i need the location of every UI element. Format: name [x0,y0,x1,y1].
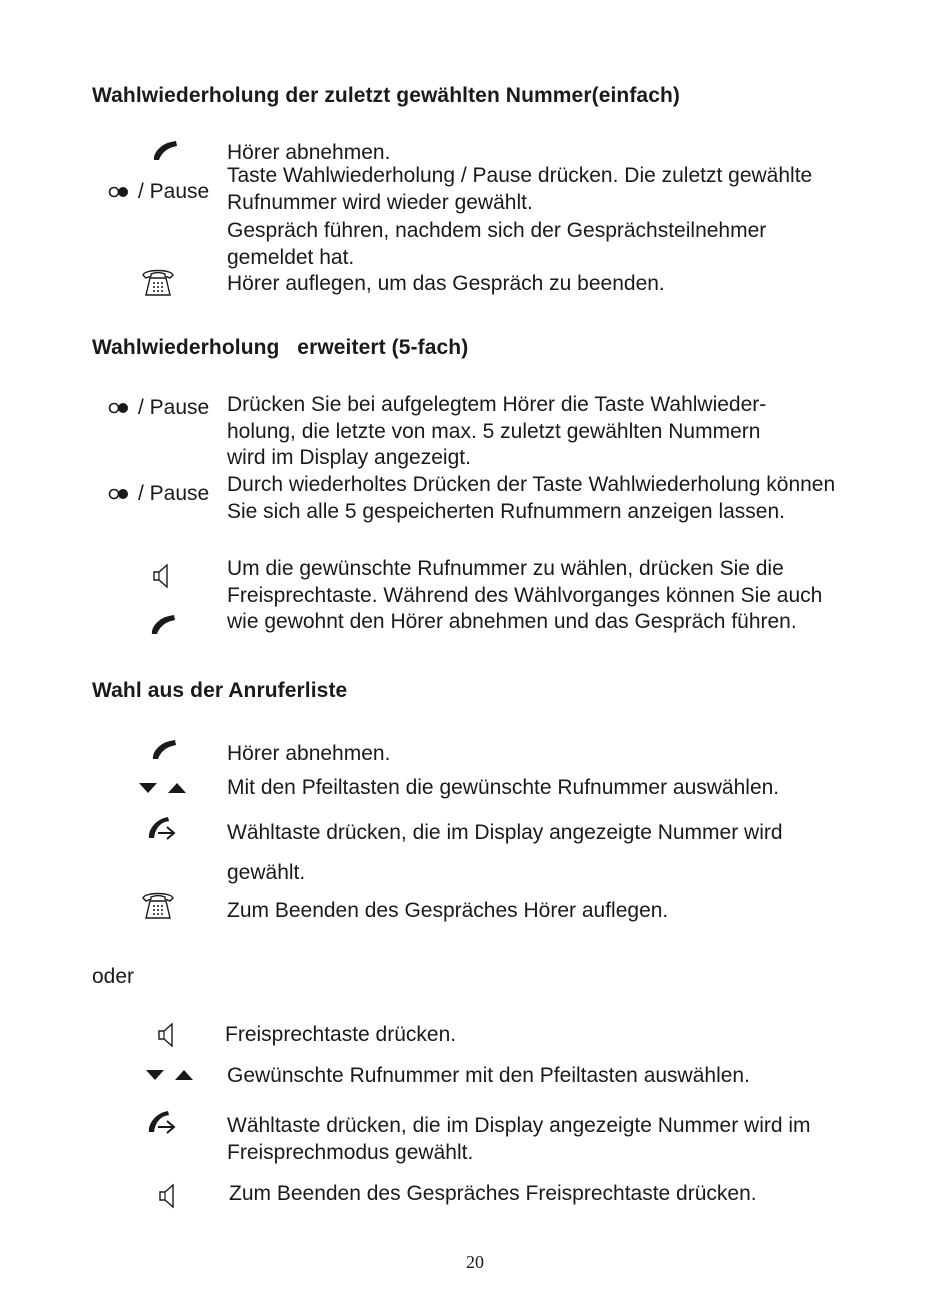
instruction-text [227,392,857,472]
speaker-icon [152,563,172,589]
dial-key-icon [146,814,178,844]
instruction-line: Drücken Sie bei aufgelegtem Hörer die Taste Wahlwieder- [227,393,767,416]
telephone-hangup-icon [141,266,175,298]
instruction-text: Wähltaste drücken, die im Display angezeigte Nummer wird [227,821,783,844]
redial-pause-key [108,396,209,420]
instruction-text: Mit den Pfeiltasten die gewünschte Rufnummer auswählen. [227,776,780,799]
section-heading-redial-simple: Wahlwiederholung der zuletzt gewählten Nummer(einfach) [92,84,681,107]
instruction-text: Taste Wahlwiederholung / Pause drücken. Die zuletzt gewählte Rufnummer wird wieder gewählt. [227,164,813,214]
section-heading-redial-extended: Wahlwiederholung erweitert (5-fach) [92,336,469,359]
handset-icon [149,737,179,763]
redial-pause-icon [108,401,130,415]
instruction-line: holung, die letzte von max. 5 zuletzt gewählten Nummern [227,419,761,443]
speaker-icon [157,1022,177,1048]
pause-label: / Pause [138,180,210,203]
instruction-text: Um die gewünschte Rufnummer zu wählen, drücken Sie die Freisprechtaste. Während des Wählvorganges können Sie auch wie gewohnt den Hörer abnehmen und das Gespräch führen. [227,557,823,633]
instruction-text: Hörer abnehmen. [227,141,391,164]
handset-icon [148,612,178,638]
instruction-text: Zum Beenden des Gespräches Freisprechtaste drücken. [229,1182,757,1205]
pause-label: / Pause [138,482,210,505]
instruction-text: gewählt. [227,861,306,884]
section-heading-caller-list: Wahl aus der Anruferliste [92,679,348,702]
arrow-keys-icon [145,1068,195,1082]
instruction-text: Wähltaste drücken, die im Display angezeigte Nummer wird im Freisprechmodus gewählt. [227,1114,811,1164]
arrow-keys-icon [138,781,188,795]
speaker-icon [158,1183,178,1209]
instruction-text: Zum Beenden des Gespräches Hörer auflegen. [227,899,669,922]
redial-pause-icon [108,487,130,501]
instruction-text: Freisprechtaste drücken. [225,1023,457,1046]
redial-pause-key [108,180,209,204]
instruction-text: Gespräch führen, nachdem sich der Gesprächsteilnehmer gemeldet hat. [227,219,767,269]
instruction-text: Gewünschte Rufnummer mit den Pfeiltasten auswählen. [227,1064,750,1087]
dial-key-icon [146,1108,178,1138]
pause-label: / Pause [138,396,210,419]
telephone-hangup-icon [141,889,175,921]
handset-icon [150,138,180,164]
redial-pause-icon [108,185,130,199]
instruction-text: Durch wiederholtes Drücken der Taste Wahlwiederholung können Sie sich alle 5 gespeicherten Rufnummern anzeigen lassen. [227,473,836,523]
oder-label: oder [92,965,135,988]
redial-pause-key [108,482,209,506]
instruction-line: wird im Display angezeigt. [227,446,471,469]
instruction-text: Hörer abnehmen. [227,742,391,765]
page-number: 20 [466,1252,484,1272]
instruction-text: Hörer auflegen, um das Gespräch zu beenden. [227,272,665,295]
